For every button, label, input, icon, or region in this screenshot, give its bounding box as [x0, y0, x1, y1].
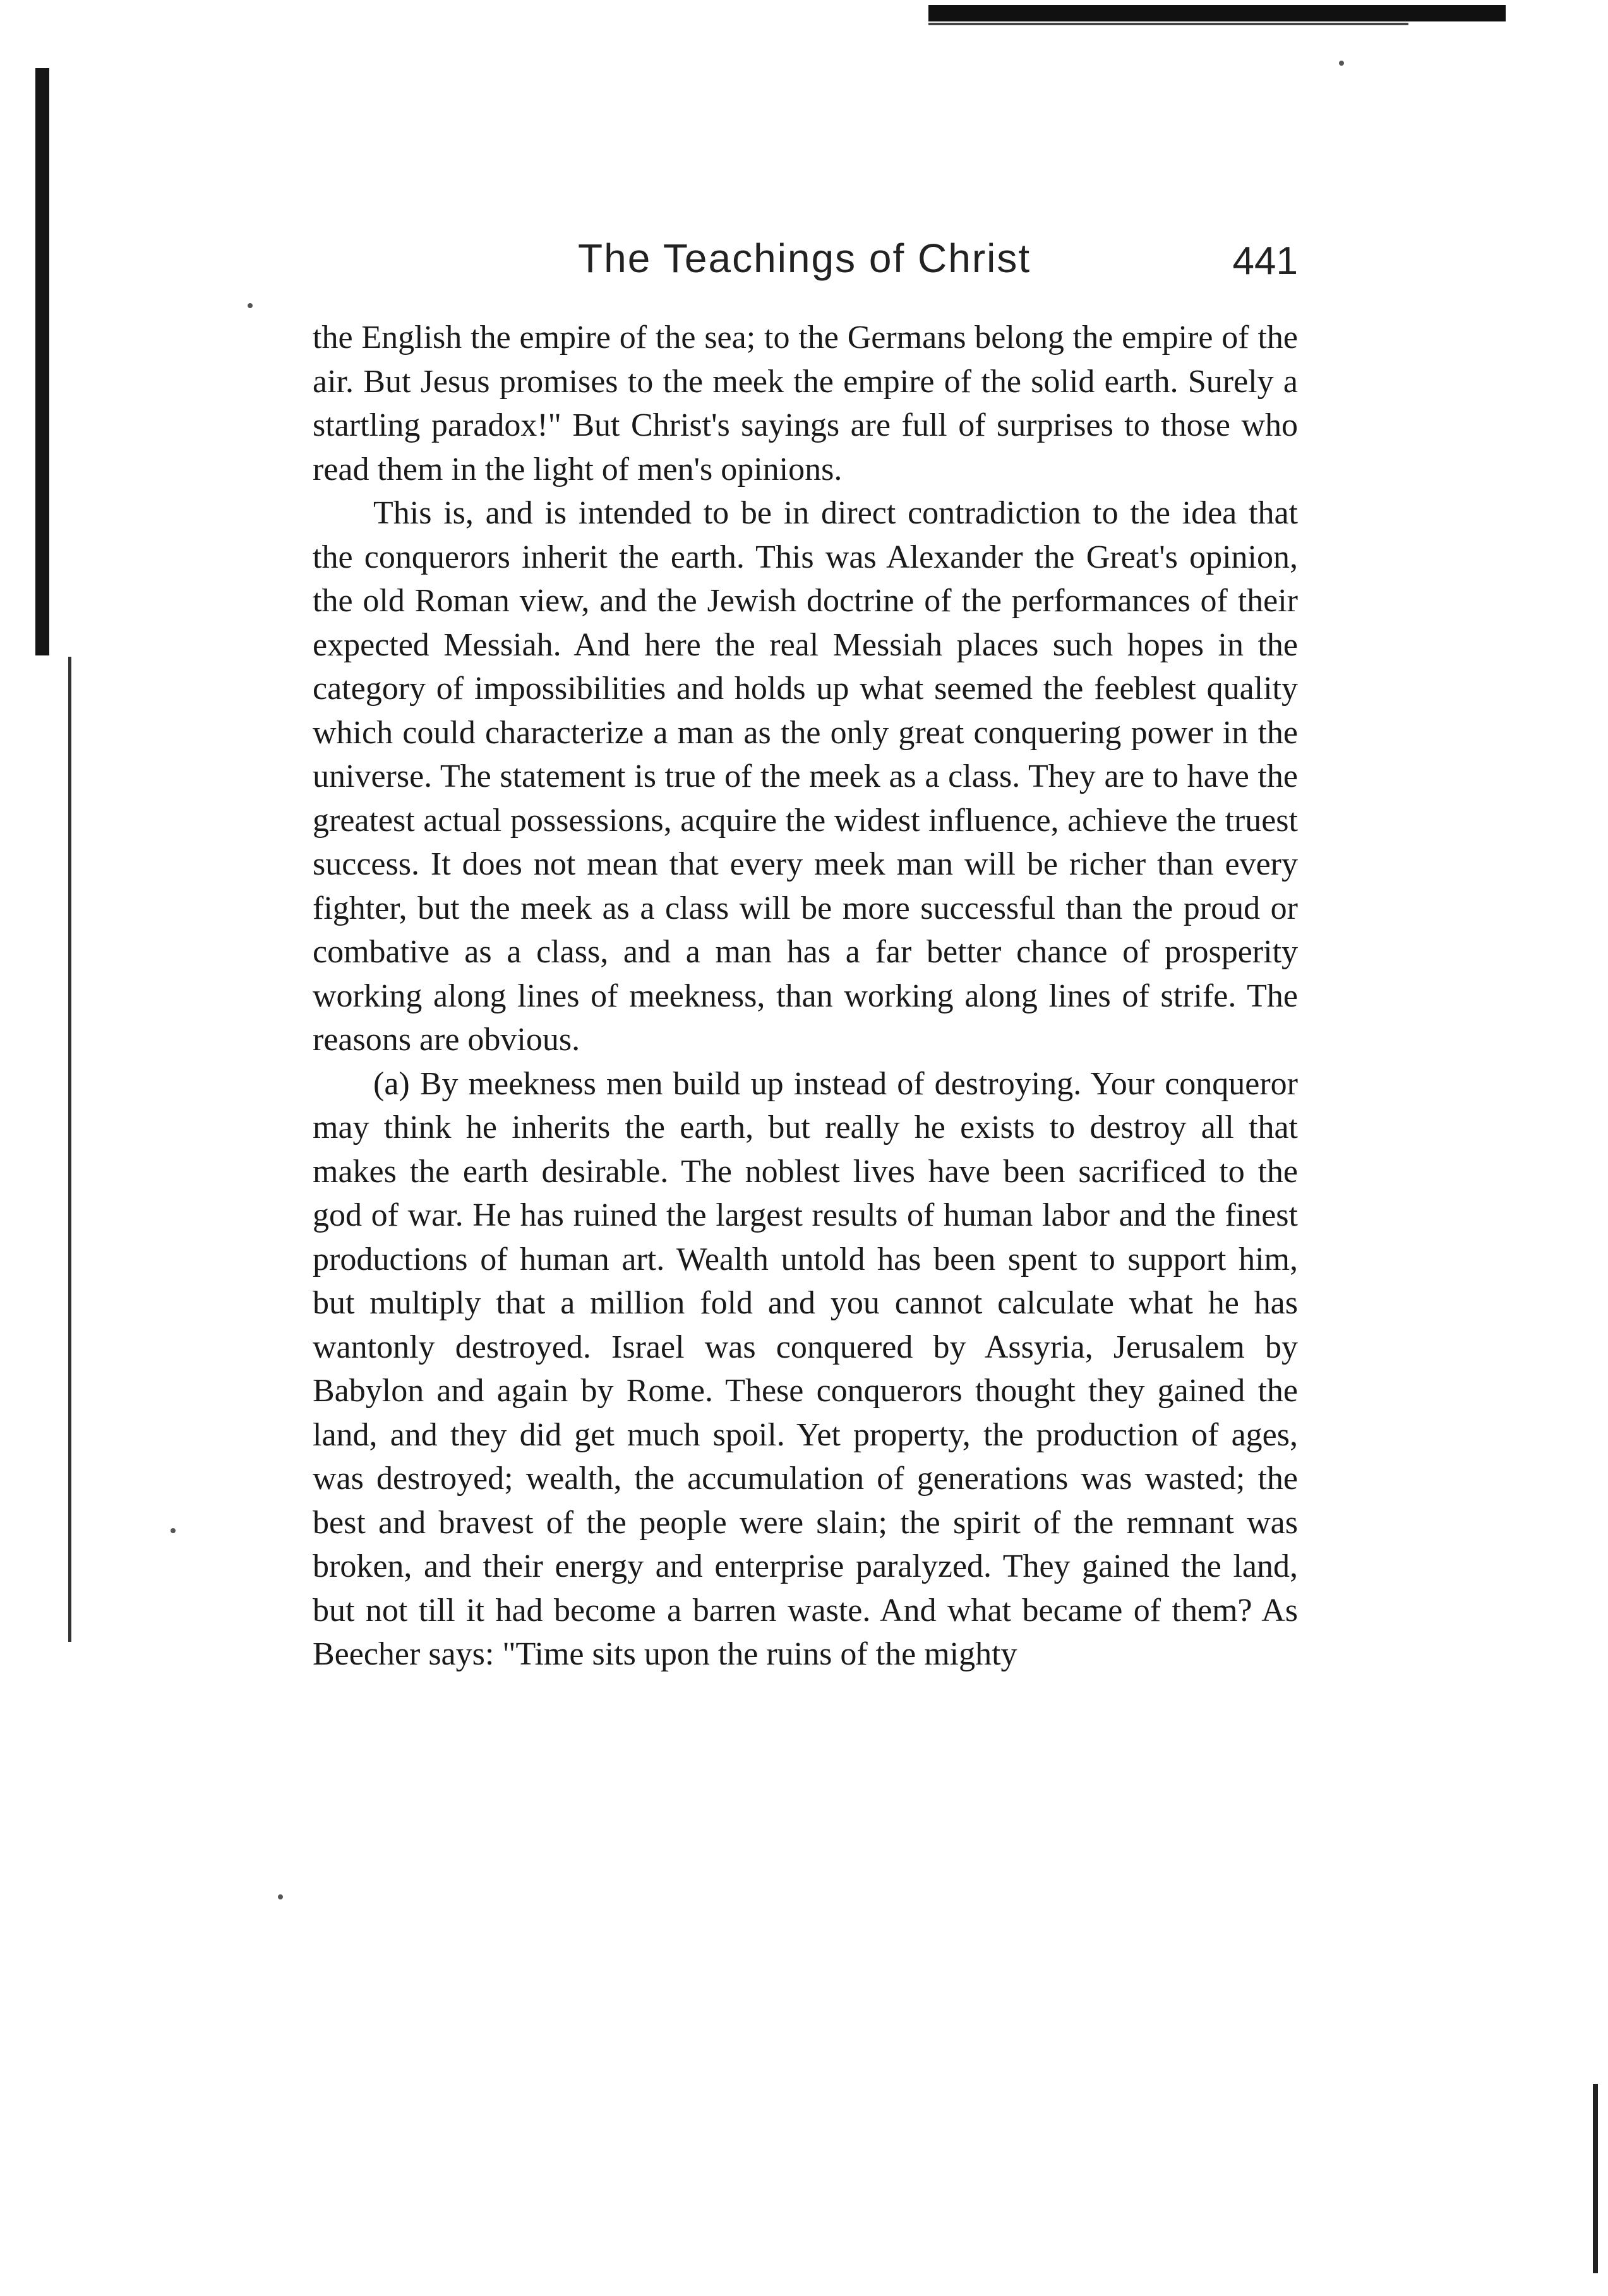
scan-left-edge: [35, 68, 49, 655]
scan-top-rule-thin: [928, 23, 1408, 25]
scan-right-edge: [1593, 2084, 1598, 2273]
paragraph: (a) By meekness men build up instead of destroying. Your conqueror may think he inherits the earth, but really he exists to destroy all that makes the earth desirable. The noblest lives have been sacrificed to the god of war. He has ruined the largest results of human labor and the finest productions of human art. Wealth untold has been spent to support him, but multiply that a million fold and you cannot calculate what he has wantonly destroyed. Israel was conquered by Assyria, Jerusalem by Babylon and again by Rome. These conquerors thought they gained the land, and they did get much spoil. Yet property, the production of ages, was destroyed; wealth, the accumulation of generations was wasted; the best and bravest of the people were slain; the spirit of the remnant was broken, and their energy and enterprise paralyzed. They gained the land, but not till it had become a barren waste. And what became of them? As Beecher says: "Time sits upon the ruins of the mighty: [313, 1065, 1298, 1672]
paragraph-continued: the English the empire of the sea; to the Germans belong the empire of the air. But Jesus promises to the meek the empire of the solid earth. Surely a startling paradox!" But Christ's sayings are full of surprises to those who read them in the light of men's opinions.: [313, 320, 1298, 487]
scan-speck: [171, 1528, 176, 1533]
page-number: 441: [1232, 239, 1298, 283]
page-header: [313, 235, 1298, 298]
page-body: [313, 316, 1298, 1677]
paragraph: This is, and is intended to be in direct contradiction to the idea that the conquerors inherit the earth. This was Alexander the Great's opinion, the old Roman view, and the Jewish doctrine of the performances of their expected Messiah. And here the real Messiah places such hopes in the category of impossibilities and holds up what seemed the feeblest quality which could characterize a man as the only great conquering power in the universe. The statement is true of the meek as a class. They are to have the greatest actual possessions, acquire the widest influence, achieve the truest success. It does not mean that every meek man will be richer than every fighter, but the meek as a class will be more successful than the proud or combative as a class, and a man has a far better chance of prosperity working along lines of meekness, than working along lines of strife. The reasons are obvious.: [313, 495, 1298, 1058]
scan-speck: [248, 303, 253, 308]
scan-speck: [1339, 61, 1344, 66]
scan-speck: [278, 1894, 283, 1899]
scan-left-edge-thin: [68, 657, 71, 1642]
running-title: The Teachings of Christ: [578, 236, 1031, 281]
scan-top-rule: [928, 5, 1506, 21]
